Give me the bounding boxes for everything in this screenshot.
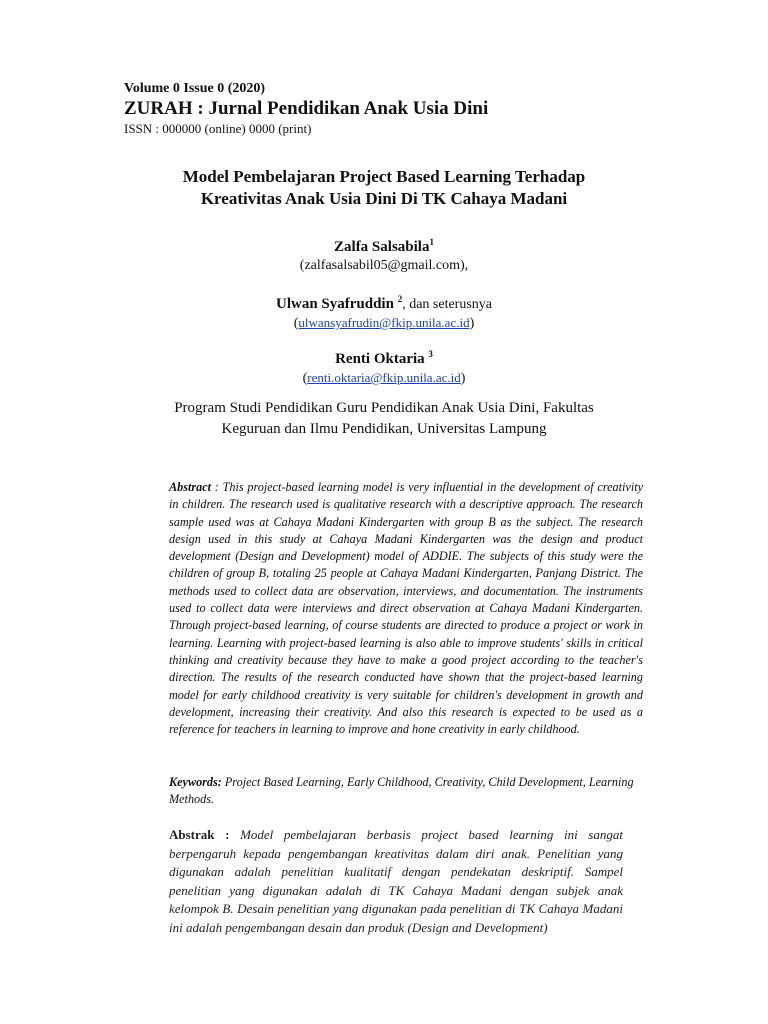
email-open-paren: ( bbox=[302, 371, 308, 386]
keywords bbox=[169, 774, 647, 808]
author-suffix: , dan seterusnya bbox=[402, 297, 493, 312]
paper-title bbox=[60, 166, 708, 210]
author-3 bbox=[60, 345, 708, 388]
email-open-paren: ( bbox=[293, 316, 299, 331]
author-name: Renti Oktaria bbox=[335, 351, 425, 367]
author-email-link[interactable]: ulwansyafrudin@fkip.unila.ac.id bbox=[298, 315, 470, 330]
author-name: Zalfa Salsabila bbox=[334, 239, 430, 255]
author-name: Ulwan Syafruddin bbox=[275, 296, 394, 312]
affiliation-line-2: Keguruan dan Ilmu Pendidikan, Universitas Lampung bbox=[221, 421, 547, 437]
journal-header bbox=[124, 80, 488, 137]
keywords-label: Keywords: bbox=[169, 775, 222, 789]
title-line-1: Model Pembelajaran Project Based Learning Terhadap bbox=[182, 167, 586, 186]
abstract-text: : This project-based learning model is very influential in the development of creativity in children. The research used is qualitative research with a descriptive approach. The research sample used was at Cahaya Madani Kindergarten with group B as the subject. The research design used in this study at Cahaya Madani Kindergarten was the design and product development (Design and Development) model of ADDIE. The subjects of this study were the children of group B, totaling 25 people at Cahaya Madani Kindergarten, Panjang District. The methods used to collect data are observation, interviews, and documentation. The instruments used to collect data were interviews and direct observation at Cahaya Madani Kindergarten. Through project-based learning, of course students are directed to produce a project or work in learning. Learning with project-based learning is also able to improve students' skills in critical thinking and creativity because they have to make a good project according to the teacher's direction. The results of the research conducted have shown that the project-based learning model for early childhood creativity is very suitable for children's development in growth and development, increasing their creativity. And also this research is expected to be used as a reference for teachers in learning to improve and hone creativity in early childhood. bbox=[169, 480, 643, 737]
volume-issue: Volume 0 Issue 0 (2020) bbox=[124, 81, 266, 96]
email-close-paren: ) bbox=[460, 371, 466, 386]
abstract-indonesian bbox=[169, 826, 623, 938]
author-2 bbox=[60, 290, 708, 333]
abstract-label: Abstract bbox=[169, 480, 211, 494]
author-affil-mark: 1 bbox=[429, 237, 434, 247]
abstrak-label: Abstrak : bbox=[169, 827, 230, 842]
affiliation-line-1: Program Studi Pendidikan Guru Pendidikan Anak Usia Dini, Fakultas bbox=[174, 400, 594, 416]
author-1 bbox=[60, 233, 708, 275]
issn-line: ISSN : 000000 (online) 0000 (print) bbox=[124, 121, 312, 136]
journal-name: ZURAH : Jurnal Pendidikan Anak Usia Dini bbox=[124, 98, 489, 119]
author-email: (zalfasalsabil05@gmail.com), bbox=[299, 258, 469, 273]
keywords-text: Project Based Learning, Early Childhood, Creativity, Child Development, Learning Methods. bbox=[169, 775, 634, 806]
email-close-paren: ) bbox=[469, 316, 475, 331]
abstrak-text: Model pembelajaran berbasis project based learning ini sangat berpengaruh kepada pengembangan kreativitas dalam diri anak. Penelitian yang digunakan adalah penelitian kualitatif dengan pendekatan deskriptif. Sampel penelitian yang digunakan adalah di TK Cahaya Madani dengan subjek anak kelompok B. Desain penelitian yang digunakan pada penelitian di TK Cahaya Madani ini adalah pengembangan desain dan produk (Design and Development) bbox=[169, 827, 623, 935]
author-affil-mark: 3 bbox=[428, 349, 433, 359]
author-affil-mark: 2 bbox=[397, 294, 403, 304]
affiliation bbox=[60, 398, 708, 440]
abstract-english bbox=[169, 479, 643, 738]
title-line-2: Kreativitas Anak Usia Dini Di TK Cahaya Madani bbox=[200, 189, 568, 208]
author-email-link[interactable]: renti.oktaria@fkip.unila.ac.id bbox=[307, 370, 461, 385]
